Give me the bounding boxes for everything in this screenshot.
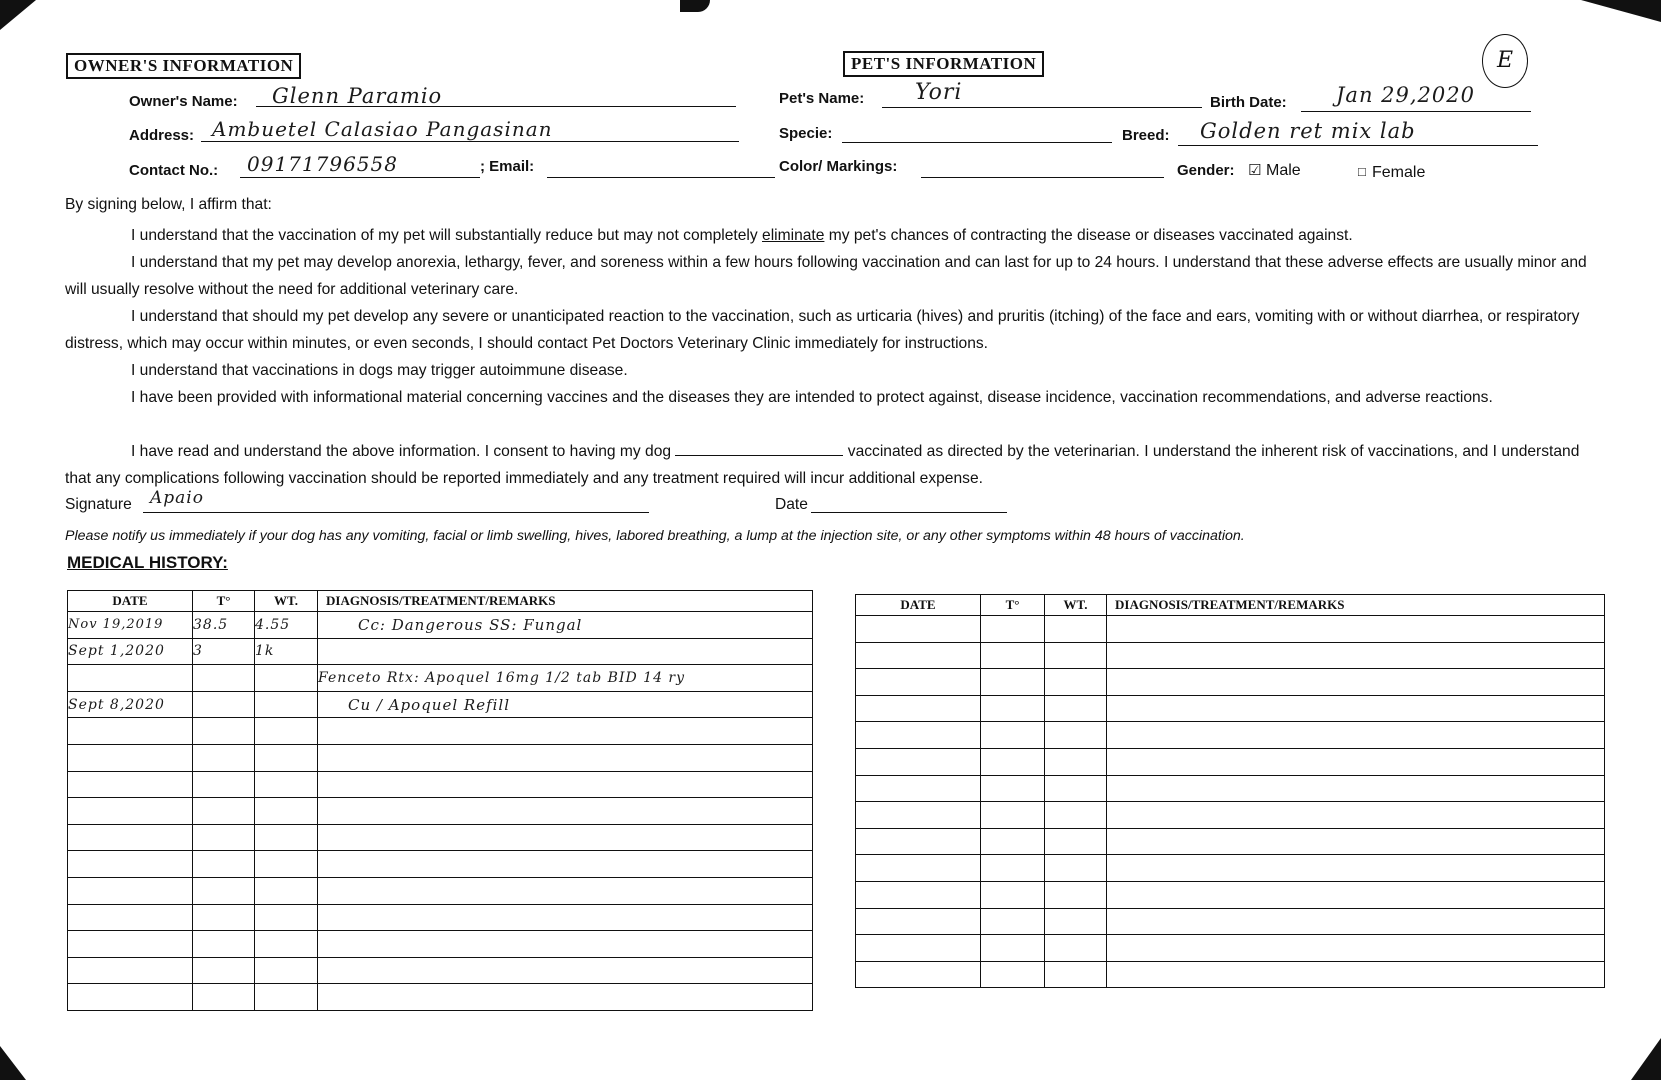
entry-remarks: Cc: Dangerous SS: Fungal <box>318 612 813 639</box>
entry-wt: 4.55 <box>255 612 318 639</box>
table-header-row <box>856 595 1605 616</box>
pet-name-value: Yori <box>915 80 963 105</box>
column-temperature: T° <box>981 595 1045 616</box>
consent-paragraph-6: I have read and understand the above information. I consent to having my dog vaccinated as directed by the veterinarian. I understand the inherent risk of vaccinations, and I understand that any complications following vaccination should be reported immediately and any treatment required will incur additional expense. <box>65 443 1580 487</box>
column-date: DATE <box>856 595 981 616</box>
owner-name-value: Glenn Paramio <box>272 84 443 108</box>
pet-section-heading: PET'S INFORMATION <box>843 51 1044 77</box>
table-row <box>68 771 813 798</box>
female-option-label: Female <box>1372 164 1426 181</box>
table-row <box>68 798 813 825</box>
table-row <box>856 616 1605 643</box>
scan-corner-top-left <box>0 0 36 30</box>
table-row <box>68 851 813 878</box>
contact-value: 09171796558 <box>247 152 398 176</box>
consent-paragraph-3: I understand that should my pet develop any severe or unanticipated reaction to the vaccination, such as urticaria (hives) and pruritis (itching) of the face and ears, vomiting with or without diarrhea, or respiratory distress, which may occur within minutes, or even seconds, I should contact Pet Doctors Veterinary Clinic immediately for instructions. <box>65 308 1580 352</box>
column-temperature: T° <box>193 591 255 612</box>
table-row <box>856 961 1605 988</box>
notice-text: Please notify us immediately if your dog has any vomiting, facial or limb swelling, hives, labored breathing, a lump at the injection site, or any other symptoms within 48 hours of vaccination. <box>65 528 1245 544</box>
entry-remarks: Fenceto Rtx: Apoquel 16mg 1/2 tab BID 14 ry <box>318 665 813 692</box>
medical-history-heading: MEDICAL HISTORY: <box>67 553 228 572</box>
circled-mark: E <box>1482 34 1528 88</box>
address-line <box>201 141 739 142</box>
column-remarks: DIAGNOSIS/TREATMENT/REMARKS <box>1107 595 1605 616</box>
male-checkbox[interactable]: ☑ <box>1248 162 1262 179</box>
column-weight: WT. <box>1045 595 1107 616</box>
column-remarks: DIAGNOSIS/TREATMENT/REMARKS <box>318 591 813 612</box>
entry-date: Nov 19,2019 <box>68 612 193 639</box>
table-row <box>856 748 1605 775</box>
table-row <box>856 908 1605 935</box>
table-row <box>68 931 813 958</box>
entry-remarks: Cu / Apoquel Refill <box>318 691 813 718</box>
table-row <box>68 744 813 771</box>
date-line <box>811 512 1007 513</box>
female-checkbox[interactable]: □ <box>1358 164 1366 179</box>
color-markings-label: Color/ Markings: <box>779 158 898 175</box>
entry-wt <box>255 665 318 692</box>
date-label: Date <box>775 496 808 513</box>
consent-paragraph-4: I understand that vaccinations in dogs may trigger autoimmune disease. <box>131 362 628 379</box>
address-value: Ambuetel Calasiao Pangasinan <box>212 117 553 141</box>
table-row <box>856 695 1605 722</box>
table-row <box>856 642 1605 669</box>
table-row <box>68 877 813 904</box>
table-row <box>856 775 1605 802</box>
breed-label: Breed: <box>1122 127 1170 144</box>
table-row <box>856 855 1605 882</box>
breed-line <box>1178 145 1538 146</box>
email-line <box>547 177 775 178</box>
signature-label: Signature <box>65 496 132 513</box>
table-row <box>856 935 1605 962</box>
entry-date: Sept 8,2020 <box>68 691 193 718</box>
table-row <box>68 612 813 639</box>
entry-date <box>68 665 193 692</box>
scan-corner-bottom-left <box>0 1046 26 1080</box>
birth-date-label: Birth Date: <box>1210 94 1287 111</box>
gender-label: Gender: <box>1177 162 1235 179</box>
entry-wt: 1k <box>255 638 318 665</box>
email-label: ; Email: <box>480 158 535 175</box>
scan-corner-top-right <box>1581 0 1661 22</box>
entry-remarks <box>318 638 813 665</box>
specie-label: Specie: <box>779 125 833 142</box>
consent-intro: By signing below, I affirm that: <box>65 196 272 213</box>
consent-paragraph-2: I understand that my pet may develop anorexia, lethargy, fever, and soreness within a few hours following vaccination and can last for up to 24 hours. I understand that these adverse effects are usually minor and will usually resolve without the need for additional veterinary care. <box>65 254 1587 298</box>
column-weight: WT. <box>255 591 318 612</box>
specie-line <box>842 142 1112 143</box>
color-markings-line <box>921 177 1164 178</box>
owner-section-heading: OWNER'S INFORMATION <box>66 53 301 79</box>
table-row <box>68 718 813 745</box>
medical-history-table-left <box>67 590 813 1011</box>
scan-corner-bottom-right <box>1631 1038 1661 1080</box>
table-row <box>68 691 813 718</box>
entry-wt <box>255 691 318 718</box>
table-row <box>68 824 813 851</box>
dog-name-blank[interactable] <box>675 443 843 456</box>
signature-line <box>143 512 649 513</box>
table-row <box>856 881 1605 908</box>
medical-history-table-right <box>855 594 1605 988</box>
entry-temp <box>193 665 255 692</box>
entry-temp: 38.5 <box>193 612 255 639</box>
contact-label: Contact No.: <box>129 162 219 179</box>
contact-line <box>240 177 480 178</box>
consent-paragraph-5: I have been provided with informational material concerning vaccines and the diseases they are intended to protect against, disease incidence, vaccination recommendations, and adverse reactions. <box>131 389 1493 406</box>
male-option-label: Male <box>1266 162 1301 179</box>
pet-name-line <box>882 107 1202 108</box>
owner-name-label: Owner's Name: <box>129 93 238 110</box>
table-row <box>68 984 813 1011</box>
breed-value: Golden ret mix lab <box>1200 119 1416 143</box>
table-row <box>856 828 1605 855</box>
column-date: DATE <box>68 591 193 612</box>
address-label: Address: <box>129 127 195 144</box>
table-row <box>68 665 813 692</box>
table-row <box>68 957 813 984</box>
birth-date-line <box>1301 111 1531 112</box>
birth-date-value: Jan 29,2020 <box>1336 83 1475 107</box>
pet-name-label: Pet's Name: <box>779 90 865 107</box>
entry-temp: 3 <box>193 638 255 665</box>
table-row <box>68 638 813 665</box>
signature-value: Apaio <box>150 488 204 508</box>
scan-mark-top <box>680 0 710 12</box>
entry-temp <box>193 691 255 718</box>
table-row <box>68 904 813 931</box>
table-row <box>856 722 1605 749</box>
table-row <box>856 669 1605 696</box>
table-header-row <box>68 591 813 612</box>
consent-paragraph-1: I understand that the vaccination of my pet will substantially reduce but may not completely eliminate my pet's chances of contracting the disease or diseases vaccinated against. <box>131 227 1353 244</box>
table-row <box>856 802 1605 829</box>
entry-date: Sept 1,2020 <box>68 638 193 665</box>
